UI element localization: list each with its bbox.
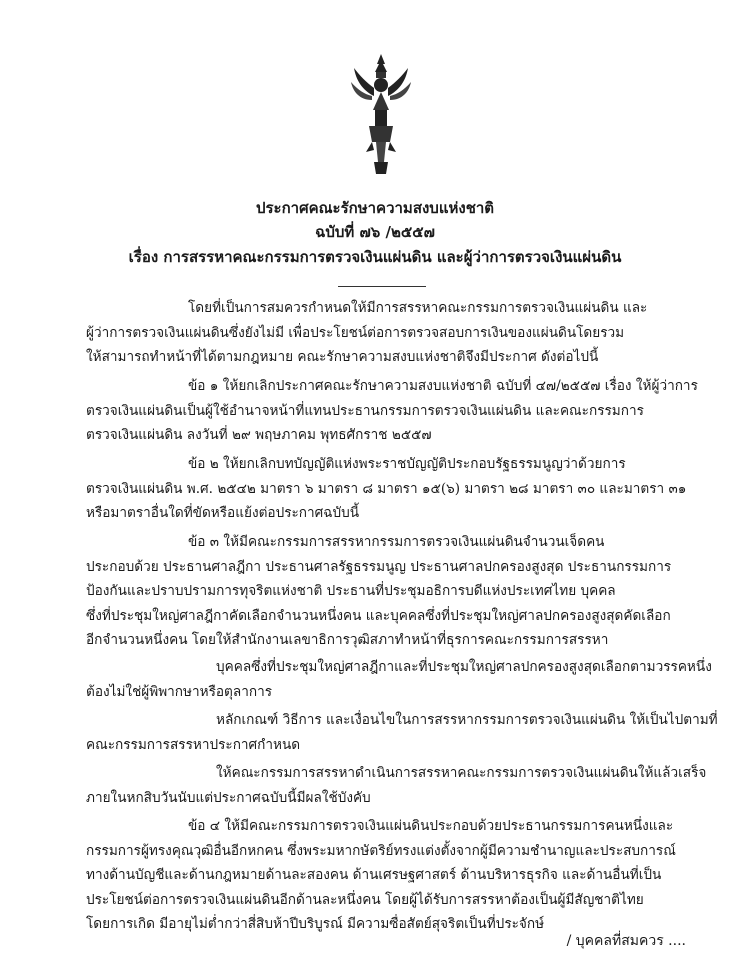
body-line: ตรวจเงินแผ่นดินเป็นผู้ใช้อำนาจหน้าที่แทนประธานกรรมการตรวจเงินแผ่นดิน และคณะกรรมการ (86, 403, 644, 419)
announcement-subject: เรื่อง การสรรหาคณะกรรมการตรวจเงินแผ่นดิน และผู้ว่าการตรวจเงินแผ่นดิน (128, 248, 622, 266)
body-line: คณะกรรมการสรรหาประกาศกำหนด (86, 737, 301, 753)
divider-line (338, 286, 426, 287)
body-line: ข้อ ๒ ให้ยกเลิกบทบัญญัติแห่งพระราชบัญญัติประกอบรัฐธรรมนูญว่าด้วยการ (188, 456, 626, 472)
body-line: ข้อ ๓ ให้มีคณะกรรมการสรรหากรรมการตรวจเงินแผ่นดินจำนวนเจ็ดคน (188, 534, 605, 550)
body-line: ป้องกันและปราบปรามการทุจริตแห่งชาติ ประธานที่ประชุมอธิการบดีแห่งประเทศไทย บุคคล (86, 583, 616, 599)
body-line: กรรมการผู้ทรงคุณวุฒิอื่นอีกหกคน ซึ่งพระมหากษัตริย์ทรงแต่งตั้งจากผู้มีความชำนาญและประสบการณ์ (86, 843, 676, 859)
body-line: ภายในหกสิบวันนับแต่ประกาศฉบับนี้มีผลใช้บังคับ (86, 790, 371, 806)
body-line: ให้คณะกรรมการสรรหาดำเนินการสรรหาคณะกรรมการตรวจเงินแผ่นดินให้แล้วเสร็จ (216, 765, 707, 781)
garuda-emblem-icon (350, 52, 412, 176)
body-line: บุคคลซึ่งที่ประชุมใหญ่ศาลฎีกาและที่ประชุมใหญ่ศาลปกครองสูงสุดเลือกตามวรรคหนึ่ง (216, 659, 712, 675)
continuation-note: / บุคคลที่สมควร .... (566, 933, 686, 949)
body-line: ให้สามารถทำหน้าที่ได้ตามกฎหมาย คณะรักษาความสงบแห่งชาติจึงมีประกาศ ดังต่อไปนี้ (86, 349, 599, 365)
body-line: ผู้ว่าการตรวจเงินแผ่นดินซึ่งยังไม่มี เพื่อประโยชน์ต่อการตรวจสอบการเงินของแผ่นดินโดยรวม (86, 325, 625, 341)
body-line: อีกจำนวนหนึ่งคน โดยให้สำนักงานเลขาธิการวุฒิสภาทำหน้าที่ธุรการคณะกรรมการสรรหา (86, 632, 609, 648)
body-line: โดยการเกิด มีอายุไม่ต่ำกว่าสี่สิบห้าปีบริบูรณ์ มีความซื่อสัตย์สุจริตเป็นที่ประจักษ์ (86, 916, 545, 932)
body-line: ทางด้านบัญชีและด้านกฎหมายด้านละสองคน ด้านเศรษฐศาสตร์ ด้านบริหารธุรกิจ และด้านอื่นที่เป็น (86, 867, 662, 883)
body-line: ประกอบด้วย ประธานศาลฎีกา ประธานศาลรัฐธรรมนูญ ประธานศาลปกครองสูงสุด ประธานกรรมการ (86, 559, 672, 575)
body-line: ต้องไม่ใช่ผู้พิพากษาหรือตุลาการ (86, 684, 273, 700)
body-line: ข้อ ๑ ให้ยกเลิกประกาศคณะรักษาความสงบแห่งชาติ ฉบับที่ ๔๗/๒๕๕๗ เรื่อง ให้ผู้ว่าการ (188, 378, 698, 394)
body-line: หลักเกณฑ์ วิธีการ และเงื่อนไขในการสรรหากรรมการตรวจเงินแผ่นดิน ให้เป็นไปตามที่ (216, 712, 718, 728)
body-line: โดยที่เป็นการสมควรกำหนดให้มีการสรรหาคณะกรรมการตรวจเงินแผ่นดิน และ (188, 300, 648, 316)
body-line: ประโยชน์ต่อการตรวจเงินแผ่นดินอีกด้านละหนึ่งคน โดยผู้ได้รับการสรรหาต้องเป็นผู้มีสัญชาติไทย (86, 892, 644, 908)
announcement-number: ฉบับที่ ๗๖ /๒๕๕๗ (315, 223, 435, 241)
body-line: ข้อ ๔ ให้มีคณะกรรมการตรวจเงินแผ่นดินประกอบด้วยประธานกรรมการคนหนึ่งและ (188, 818, 674, 834)
body-line: ตรวจเงินแผ่นดิน ลงวันที่ ๒๙ พฤษภาคม พุทธศักราช ๒๕๕๗ (86, 427, 432, 443)
body-line: หรือมาตราอื่นใดที่ขัดหรือแย้งต่อประกาศฉบับนี้ (86, 505, 360, 521)
body-line: ตรวจเงินแผ่นดิน พ.ศ. ๒๕๔๒ มาตรา ๖ มาตรา ๘ มาตรา ๑๕(๖) มาตรา ๒๘ มาตรา ๓๐ และมาตรา ๓๑ (86, 481, 687, 497)
body-line: ซึ่งที่ประชุมใหญ่ศาลฎีกาคัดเลือกจำนวนหนึ่งคน และบุคคลซึ่งที่ประชุมใหญ่ศาลปกครองสูงสุดคัดเลือก (86, 608, 671, 624)
announcement-title: ประกาศคณะรักษาความสงบแห่งชาติ (255, 199, 495, 217)
